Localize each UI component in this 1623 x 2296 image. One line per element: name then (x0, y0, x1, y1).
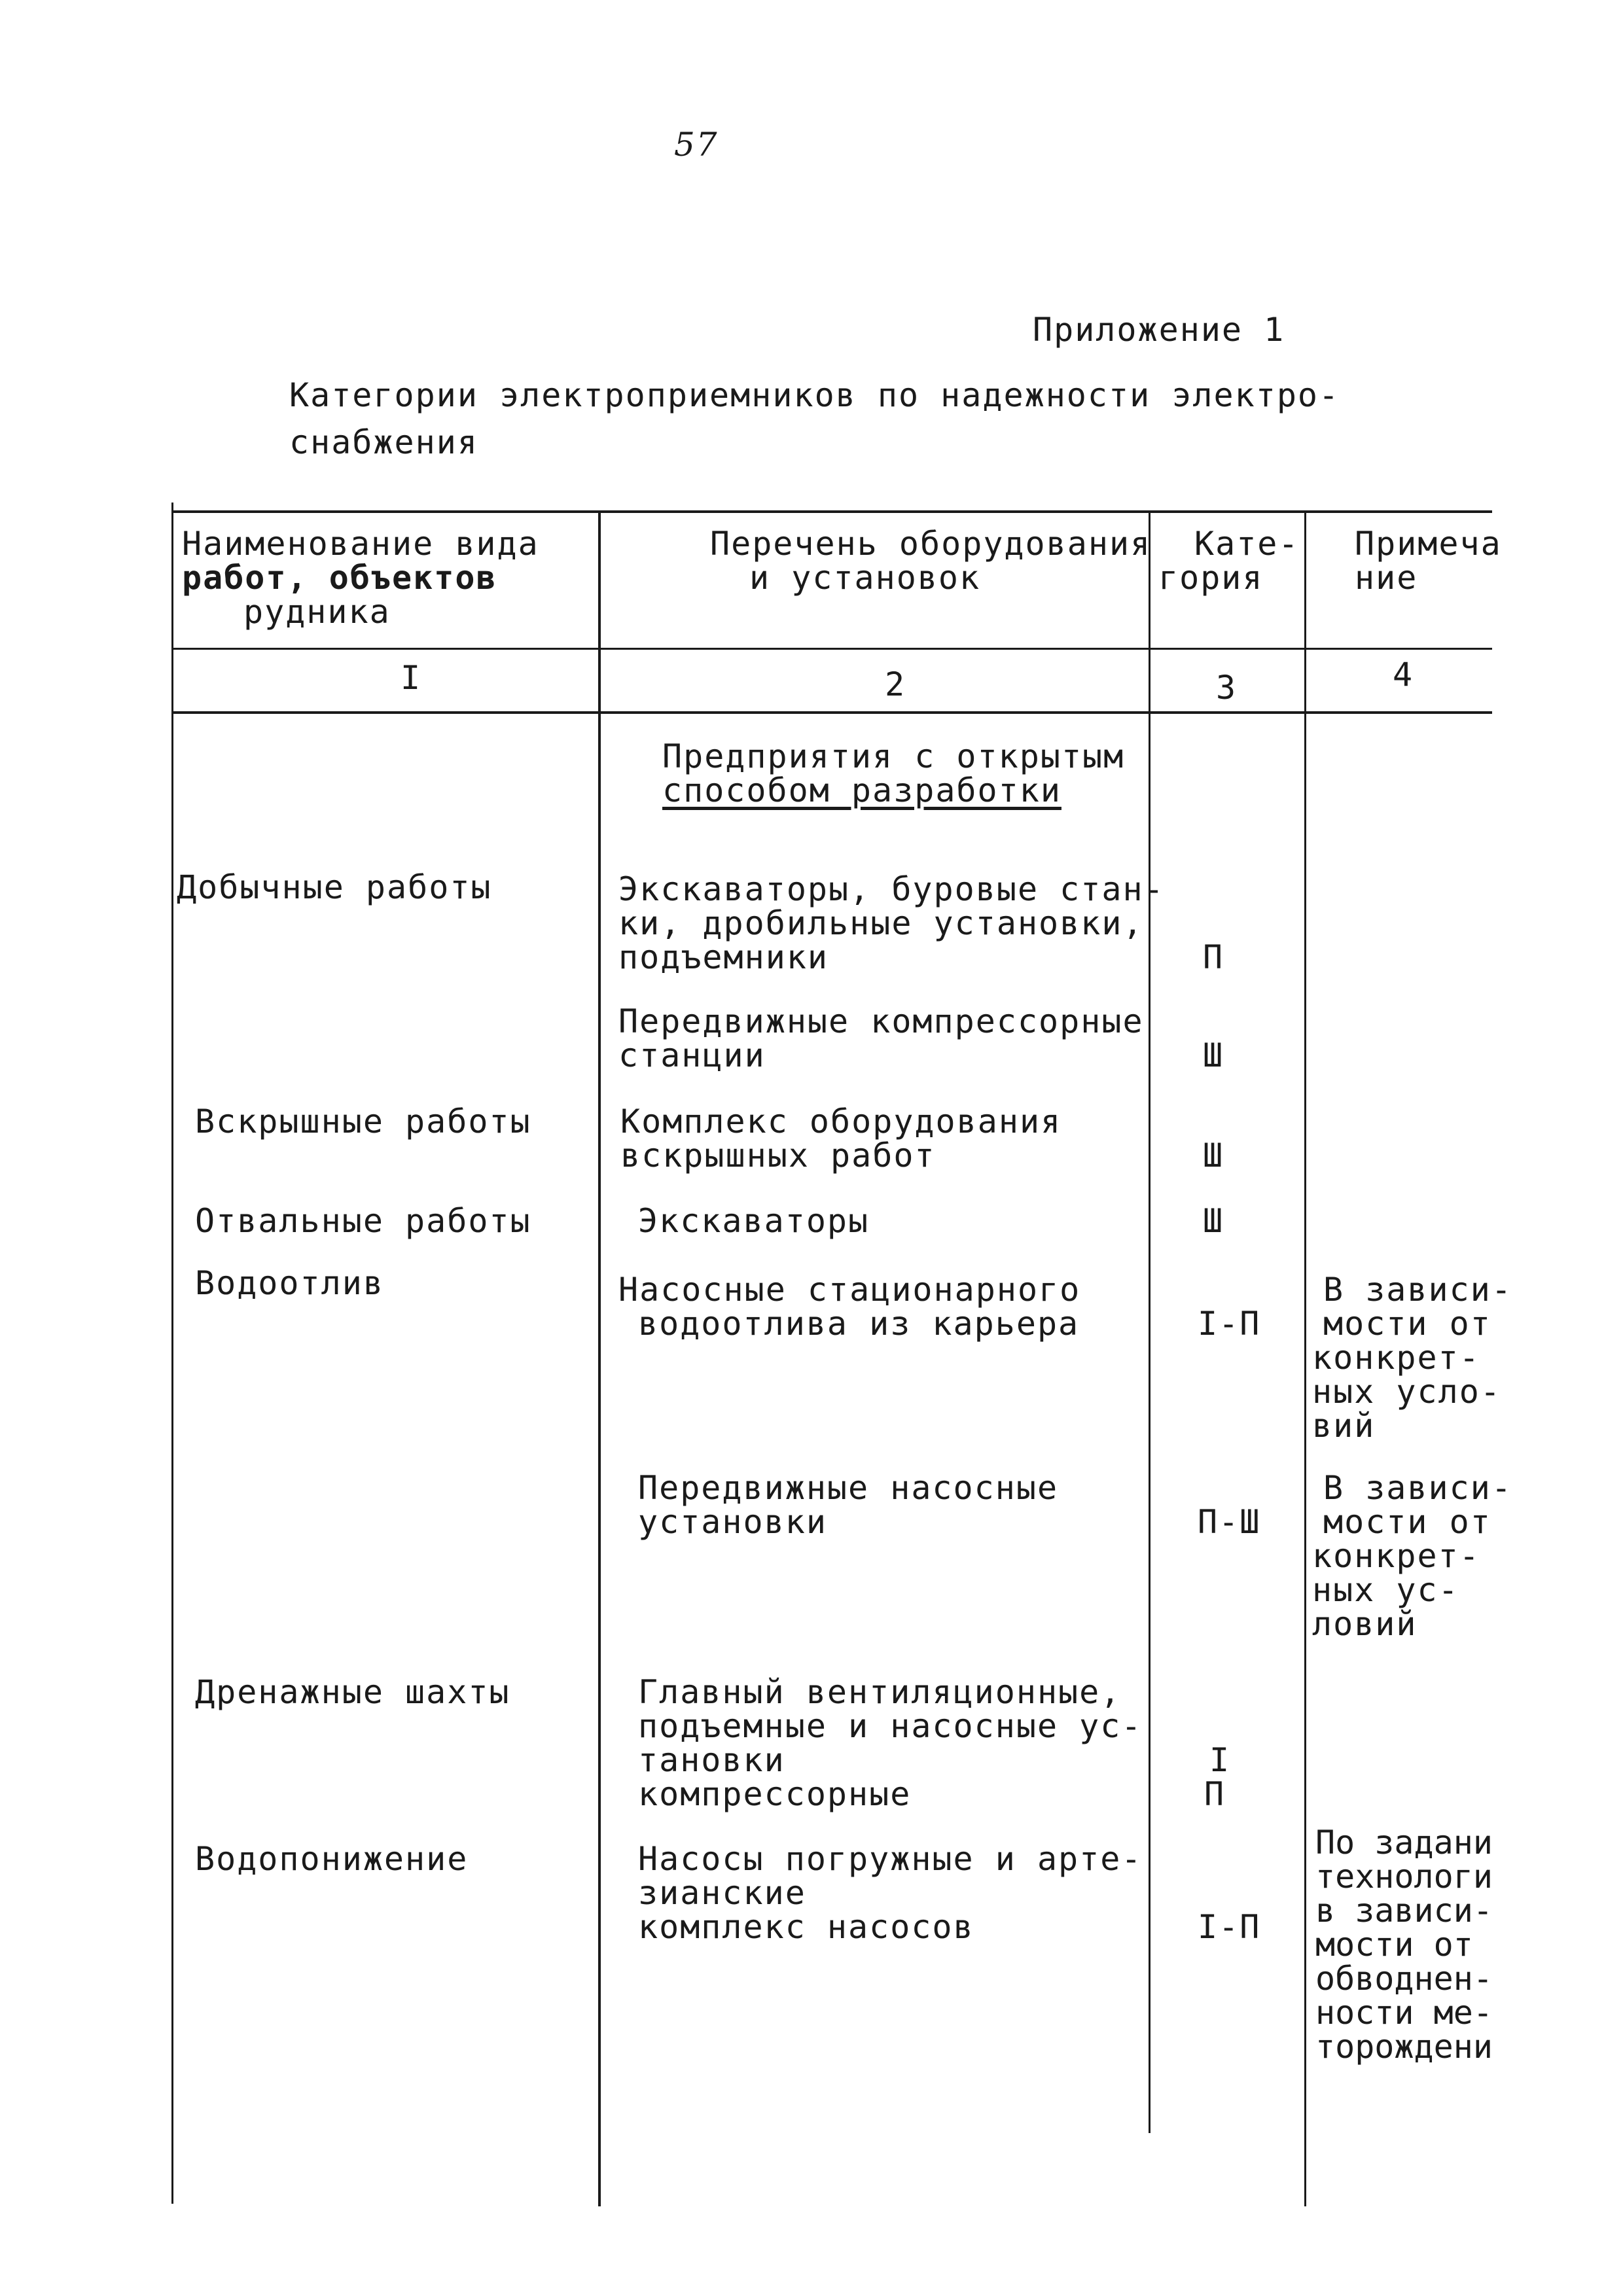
column-divider-1 (598, 510, 601, 2206)
header-bottom-border (171, 648, 1492, 650)
column-divider-2 (1149, 510, 1150, 2133)
row-work-type: Дренажные шахты (195, 1673, 510, 1711)
row-equipment-line: Главный вентиляционные, (638, 1673, 1122, 1711)
row-equipment-line: Экскаваторы (638, 1202, 870, 1240)
row-equipment-line: тановки (638, 1741, 785, 1779)
row-work-type: Водопонижение (195, 1840, 469, 1878)
row-note-line: По задани (1315, 1824, 1493, 1862)
column-divider-3 (1304, 510, 1306, 2206)
page-number: 57 (674, 126, 719, 164)
row-work-type: Добычные работы (177, 868, 492, 906)
header-col3-line1: Кате- (1194, 525, 1300, 563)
row-category: I (1209, 1741, 1231, 1779)
row-equipment-line: установки (638, 1503, 827, 1541)
document-title-line2: снабжения (289, 423, 478, 461)
row-note-line: мости от (1323, 1305, 1491, 1343)
header-col1-line3: рудника (243, 593, 391, 631)
row-equipment-line: станции (618, 1036, 766, 1074)
row-note-line: ных усло- (1312, 1373, 1501, 1411)
col-number-2: 2 (885, 665, 906, 703)
row-category: П (1203, 938, 1224, 976)
row-note-line: мости от (1323, 1503, 1491, 1541)
row-category: П-Ш (1198, 1503, 1261, 1541)
row-equipment-line: подъемники (618, 938, 829, 976)
row-equipment-line: комплекс насосов (638, 1908, 974, 1946)
numbers-bottom-border (171, 711, 1492, 714)
row-note-line: ловий (1312, 1605, 1418, 1643)
row-note-line: мости от (1315, 1926, 1473, 1964)
row-equipment-line: Передвижные насосные (638, 1469, 1059, 1507)
header-col4-line2: ние (1355, 559, 1418, 597)
table-top-border (171, 510, 1492, 513)
header-col2-line1: Перечень оборудования (710, 525, 1152, 563)
header-col1-line2: работ, объектов (182, 559, 497, 597)
header-col2-line2: и установок (749, 559, 981, 597)
row-category: Ш (1203, 1137, 1224, 1174)
row-equipment-line: ки, дробильные установки, (618, 904, 1144, 942)
section-heading-line2: способом разработки (662, 771, 1061, 809)
row-equipment-line: Насосные стационарного (618, 1271, 1081, 1309)
row-note-line: В зависи- (1323, 1469, 1512, 1507)
header-col3-line2: гория (1158, 559, 1264, 597)
row-note-line: ных ус- (1312, 1571, 1459, 1609)
document-title-line1: Категории электроприемников по надежности электро- (289, 376, 1340, 414)
row-equipment-line: Экскаваторы, буровые стан- (618, 870, 1165, 908)
row-note-line: вий (1312, 1407, 1376, 1445)
col-number-1: I (401, 659, 422, 697)
row-category: I-П (1198, 1908, 1261, 1946)
row-note-line: конкрет- (1312, 1339, 1480, 1377)
row-work-type: Водоотлив (195, 1264, 384, 1302)
row-equipment-line: зианские (638, 1874, 806, 1912)
row-note-line: ности ме- (1315, 1994, 1493, 2032)
row-note-line: конкрет- (1312, 1537, 1480, 1575)
row-equipment-line: водоотлива из карьера (638, 1305, 1080, 1343)
row-category: Ш (1203, 1202, 1224, 1240)
row-equipment-line: компрессорные (638, 1775, 912, 1813)
row-equipment-line: Передвижные компрессорные (618, 1002, 1144, 1040)
row-equipment-line: Комплекс оборудования (620, 1103, 1062, 1140)
row-category: Ш (1203, 1036, 1224, 1074)
row-note-line: в зависи- (1315, 1892, 1493, 1930)
col-number-4: 4 (1393, 656, 1414, 694)
row-equipment-line: подъемные и насосные ус- (638, 1707, 1143, 1745)
row-note-line: В зависи- (1323, 1271, 1512, 1309)
header-col4-line1: Примеча (1355, 525, 1502, 563)
row-note-line: технологи (1315, 1858, 1493, 1896)
section-heading-line1: Предприятия с открытым (662, 737, 1125, 775)
header-col1-line1: Наименование вида (182, 525, 539, 563)
row-equipment-line: Насосы погружные и арте- (638, 1840, 1143, 1878)
col-number-3: 3 (1216, 669, 1238, 707)
row-note-line: торождени (1315, 2028, 1493, 2066)
row-work-type: Вскрышные работы (195, 1103, 531, 1140)
row-work-type: Отвальные работы (195, 1202, 531, 1240)
appendix-label: Приложение 1 (1033, 311, 1285, 349)
table-left-border (171, 503, 173, 2204)
row-category: I-П (1198, 1305, 1261, 1343)
row-category: П (1204, 1775, 1226, 1813)
row-equipment-line: вскрышных работ (620, 1137, 936, 1174)
row-note-line: обводнен- (1315, 1960, 1493, 1998)
